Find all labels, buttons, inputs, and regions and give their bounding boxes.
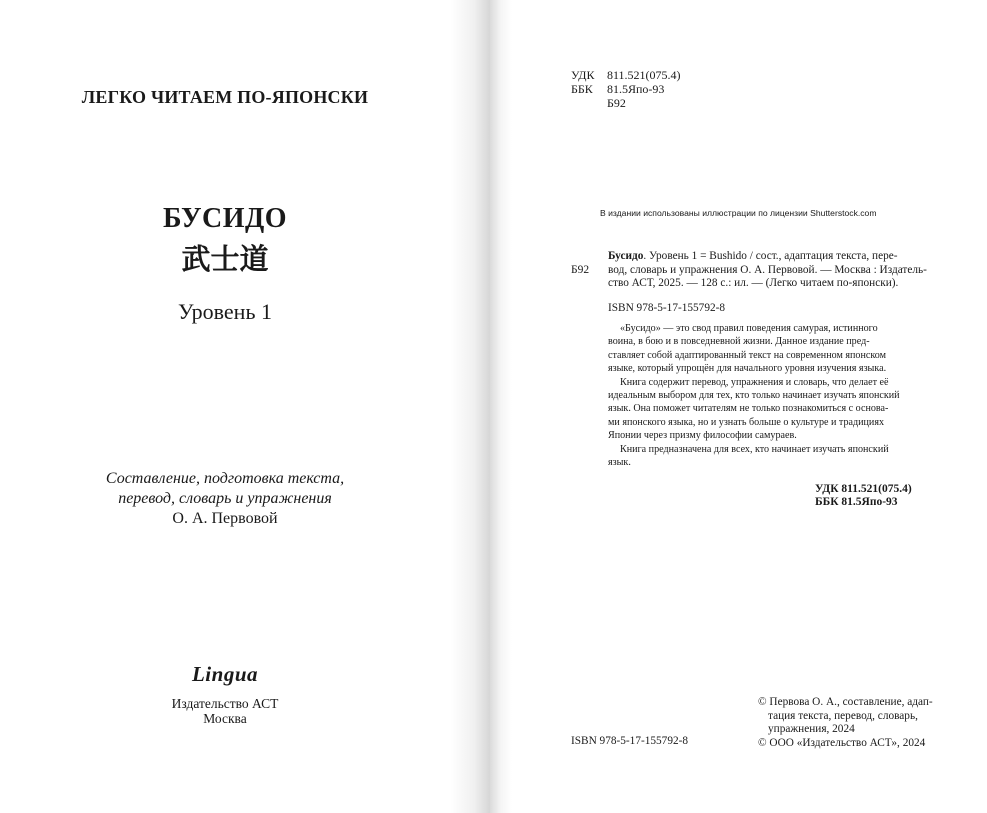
annotation-line: ми японского языка, но и узнать больше о культуре и традициях xyxy=(608,416,885,428)
bib-line: вод, словарь и упражнения О. А. Первовой. — Москва : Издатель- xyxy=(608,263,927,276)
bib-line: Бусидо. Уровень 1 = Bushido / сост., адаптация текста, пере- xyxy=(608,250,898,262)
imprint-page xyxy=(490,0,987,813)
illustrations-note: В издании использованы иллюстрации по лицензии Shutterstock.com xyxy=(600,208,877,218)
gutter-shadow-right xyxy=(490,0,512,813)
annotation-line: язык. xyxy=(608,457,631,469)
bbk-code-bold: ББК 81.5Япо-93 xyxy=(815,496,898,508)
book-title: БУСИДО xyxy=(162,203,288,234)
bib-line: ство АСТ, 2025. — 128 с.: ил. — (Легко читаем по-японски). xyxy=(608,277,899,290)
annotation-line: Книга содержит перевод, упражнения и словарь, что делает её xyxy=(620,376,889,388)
credits-block xyxy=(0,469,450,529)
udk-code-bold: УДК 811.521(075.4) xyxy=(815,483,912,495)
copyright-line: упражнения, 2024 xyxy=(768,723,855,736)
isbn-bottom: ISBN 978-5-17-155792-8 xyxy=(571,735,689,747)
annotation-line: Японии через призму философии самураев. xyxy=(608,430,797,442)
isbn: ISBN 978-5-17-155792-8 xyxy=(608,302,726,314)
annotation-line: идеальным выбором для тех, кто только начинает изучать японский xyxy=(608,390,900,402)
credits-line: Составление, подготовка текста, xyxy=(105,470,345,487)
publisher-name: Издательство АСТ xyxy=(171,696,279,711)
annotation-line: воина, в бою и в повседневной жизни. Данное издание пред- xyxy=(608,336,870,348)
copyright-line: © ООО «Издательство АСТ», 2024 xyxy=(758,737,926,750)
bib-author-mark: Б92 xyxy=(571,264,590,276)
copyright-line: © Первова О. А., составление, адап- xyxy=(758,696,933,708)
gutter-shadow-left xyxy=(450,0,490,813)
classification-codes-bold xyxy=(815,483,912,509)
annotation xyxy=(608,322,948,469)
annotation-line: языке, который упрощён для начального уровня изучения языка. xyxy=(608,363,887,375)
title-page xyxy=(0,0,490,813)
udk-code: УДК 811.521(075.4) xyxy=(571,68,681,82)
classification-codes xyxy=(571,68,681,110)
level-label: Уровень 1 xyxy=(178,299,272,324)
series-title: ЛЕГКО ЧИТАЕМ ПО-ЯПОНСКИ xyxy=(81,87,369,107)
annotation-line: ставляет собой адаптированный текст на современном японском xyxy=(608,349,886,361)
lingua-logo: Lingua xyxy=(191,662,259,686)
author-name: О. А. Первовой xyxy=(172,510,278,527)
author-mark: Б92 xyxy=(607,96,626,110)
bib-title: Бусидо xyxy=(608,250,644,262)
annotation-line: «Бусидо» — это свод правил поведения самурая, истинного xyxy=(620,323,878,334)
annotation-line: язык. Она поможет читателям не только познакомиться с основа- xyxy=(608,403,889,415)
publisher-city: Москва xyxy=(203,711,247,726)
book-title-japanese: 武士道 xyxy=(181,242,269,276)
copyright-block xyxy=(758,696,933,751)
bibliographic-record xyxy=(608,250,944,291)
annotation-line: Книга предназначена для всех, кто начинает изучать японский xyxy=(620,443,889,455)
credits-line: перевод, словарь и упражнения xyxy=(118,490,332,507)
publisher-block xyxy=(0,696,450,726)
bbk-code: ББК 81.5Япо-93 xyxy=(571,82,665,96)
copyright-line: тация текста, перевод, словарь, xyxy=(768,709,918,722)
